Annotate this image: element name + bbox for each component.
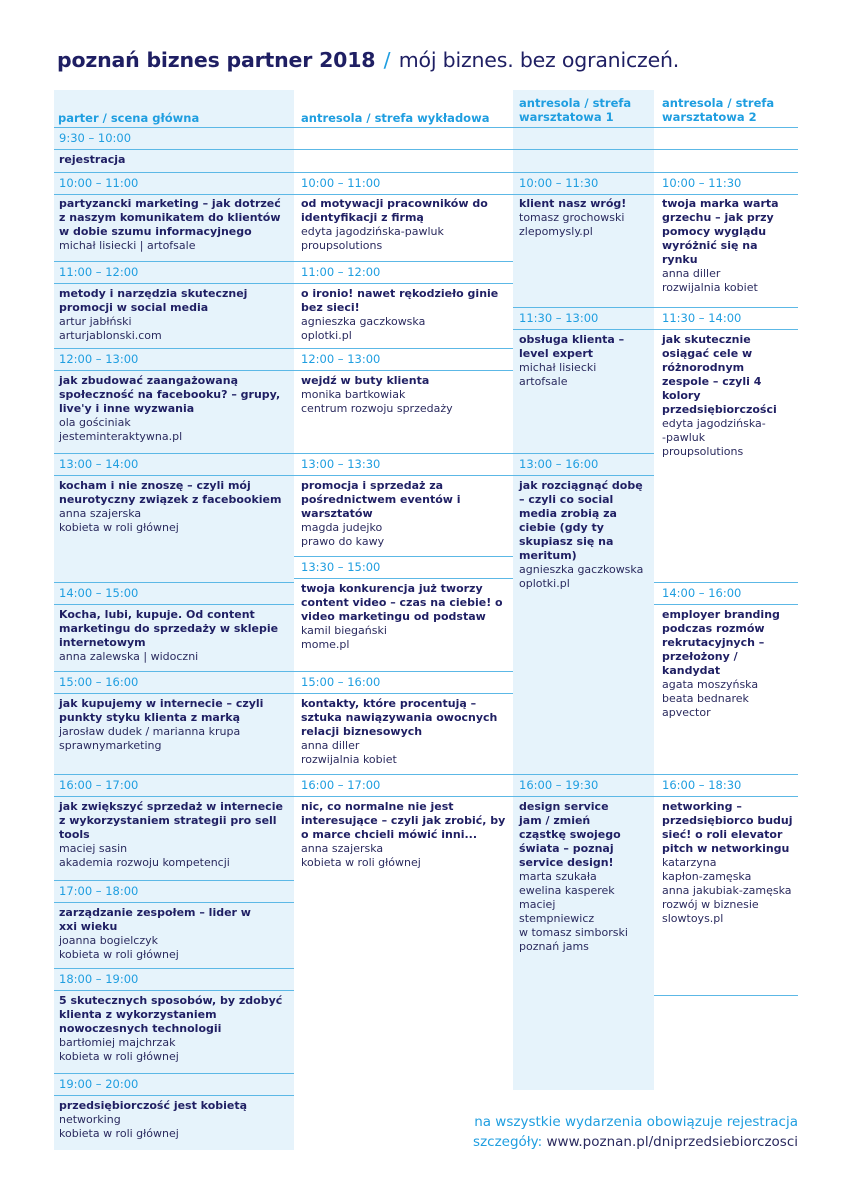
time-slot: 9:30 – 10:00 <box>59 131 132 145</box>
event-title: 5 skutecznych sposobów, by zdobyć klienta z wykorzystaniem nowoczesnych technologii <box>59 994 283 1035</box>
event-website: slowtoys.pl <box>662 912 724 925</box>
event-title: przedsiębiorczość jest kobietą <box>59 1099 248 1112</box>
event-speaker: michał lisiecki | artofsale <box>59 239 196 252</box>
time-slot: 14:00 – 15:00 <box>59 586 139 600</box>
separator-line <box>654 995 798 996</box>
separator-line <box>54 693 513 694</box>
title-main: poznań biznes partner 2018 <box>57 48 376 72</box>
event-title: rejestracja <box>59 153 126 166</box>
separator-line <box>54 348 513 349</box>
column-header-strefa-wykladowa: antresola / strefa wykładowa <box>301 111 490 125</box>
event-title: nic, co normalne nie jest interesujące – czyli jak zrobić, by o marce chcieli mówić inni... <box>301 800 506 841</box>
separator-line <box>54 1095 294 1096</box>
event-card <box>301 374 506 416</box>
time-slot: 11:00 – 12:00 <box>59 265 139 279</box>
event-organization: kobieta w roli głównej <box>59 521 179 534</box>
event-title: promocja i sprzedaż za pośrednictwem eventów i warsztatów <box>301 479 461 520</box>
event-speaker: michał lisiecki <box>519 361 597 374</box>
separator-line <box>54 453 654 454</box>
event-speaker: anna diller <box>662 267 721 280</box>
time-slot: 16:00 – 17:00 <box>301 778 381 792</box>
event-speaker: anna zalewska | widoczni <box>59 650 199 663</box>
event-title: design service jam / zmień cząstkę swojego świata – poznaj service design! <box>519 800 621 869</box>
event-speaker: artur jabłński <box>59 315 132 328</box>
event-organization: rozwijalnia kobiet <box>301 753 397 766</box>
event-speaker: katarzyna <box>662 856 717 869</box>
separator-line <box>54 172 798 173</box>
event-speaker: ewelina kasperek <box>519 884 615 897</box>
event-title: zarządzanie zespołem – lider w xxi wieku <box>59 906 251 933</box>
event-card <box>662 608 790 720</box>
separator-line <box>294 556 513 557</box>
separator-line <box>513 329 798 330</box>
event-organization: jesteminteraktywna.pl <box>59 430 183 443</box>
event-organization: zlepomysly.pl <box>519 225 593 238</box>
column-header-strefa-warsztatowa-2: antresola / strefa warsztatowa 2 <box>662 96 775 124</box>
event-organization: rozwój w biznesie <box>662 898 759 911</box>
event-card <box>301 800 506 870</box>
time-slot: 10:00 – 11:30 <box>662 176 742 190</box>
registration-note <box>474 1113 798 1132</box>
separator-line <box>54 283 513 284</box>
time-slot: 13:30 – 15:00 <box>301 560 381 574</box>
event-organization: kobieta w roli głównej <box>59 1050 179 1063</box>
time-slot: 12:00 – 13:00 <box>301 352 381 366</box>
event-speaker: marta szukała <box>519 870 597 883</box>
event-title: jak rozciągnąć dobę – czyli co social media zrobią za ciebie (gdy ty skupiasz się na meritum) <box>519 479 643 562</box>
event-speaker: jarosław dudek / marianna krupa <box>59 725 241 738</box>
event-title: networking – przedsiębiorco buduj sieć! o roli elevator pitch w networkingu <box>662 800 793 855</box>
event-card <box>301 287 506 343</box>
time-slot: 19:00 – 20:00 <box>59 1077 139 1091</box>
event-organization: kobieta w roli głównej <box>59 1127 179 1140</box>
event-card <box>519 479 651 591</box>
time-slot: 12:00 – 13:00 <box>59 352 139 366</box>
event-card <box>59 994 289 1064</box>
event-title: klient nasz wróg! <box>519 197 627 210</box>
event-speaker: anna jakubiak-zamęska <box>662 884 792 897</box>
event-title: od motywacji pracowników do identyfikacji z firmą <box>301 197 488 224</box>
title-subtitle: mój biznes. bez ograniczeń. <box>398 48 680 72</box>
event-organization: proupsolutions <box>662 445 744 458</box>
time-slot: 10:00 – 11:00 <box>59 176 139 190</box>
time-slot: 16:00 – 18:30 <box>662 778 742 792</box>
event-speaker: w tomasz simborski <box>519 926 628 939</box>
time-slot: 14:00 – 16:00 <box>662 586 742 600</box>
event-speaker: joanna bogielczyk <box>59 934 158 947</box>
event-title: wejdź w buty klienta <box>301 374 430 387</box>
separator-line <box>54 880 294 881</box>
event-organization: kobieta w roli głównej <box>301 856 421 869</box>
event-card <box>59 1099 289 1141</box>
event-card <box>59 197 289 253</box>
event-organization: apvector <box>662 706 711 719</box>
event-speaker: agnieszka gaczkowska <box>301 315 426 328</box>
time-slot: 16:00 – 17:00 <box>59 778 139 792</box>
event-card <box>59 608 289 664</box>
event-card <box>301 697 509 767</box>
time-slot: 10:00 – 11:00 <box>301 176 381 190</box>
event-card <box>301 197 501 253</box>
event-title: jak zwiększyć sprzedaż w internecie z wykorzystaniem strategii pro sell tools <box>59 800 283 841</box>
event-card <box>59 800 289 870</box>
event-speaker: kamil biegański <box>301 624 387 637</box>
time-slot: 11:30 – 14:00 <box>662 311 742 325</box>
time-slot: 17:00 – 18:00 <box>59 884 139 898</box>
separator-line <box>54 902 294 903</box>
event-title: jak skutecznie osiągać cele w różnorodnym zespole – czyli 4 kolory przedsiębiorczości <box>662 333 777 416</box>
event-card <box>59 287 289 343</box>
event-title: partyzancki marketing – jak dotrzeć z naszym komunikatem do klientów w dobie szumu informacyjnego <box>59 197 281 238</box>
event-organization: proupsolutions <box>301 239 383 252</box>
event-organization: akademia rozwoju kompetencji <box>59 856 230 869</box>
separator-line <box>54 1073 294 1074</box>
registration-text: na wszystkie wydarzenia obowiązuje rejestracja <box>474 1114 798 1130</box>
event-speaker: maciej sasin <box>59 842 128 855</box>
event-speaker: anna szajerska <box>301 842 384 855</box>
separator-line <box>54 796 798 797</box>
event-title: twoja marka warta grzechu – jak przy pomocy wyglądu wyróżnić się na rynku <box>662 197 779 266</box>
separator-line <box>294 578 513 579</box>
time-slot: 11:30 – 13:00 <box>519 311 599 325</box>
event-speaker: agnieszka gaczkowska <box>519 563 644 576</box>
time-slot: 13:00 – 13:30 <box>301 457 381 471</box>
event-organization: kobieta w roli głównej <box>59 948 179 961</box>
event-card <box>519 333 637 389</box>
details-label: szczegóły: <box>473 1134 543 1150</box>
event-organization: centrum rozwoju sprzedaży <box>301 402 453 415</box>
separator-line <box>54 194 798 195</box>
event-title: employer branding podczas rozmów rekrutacyjnych – przełożony / kandydat <box>662 608 780 677</box>
event-title: kontakty, które procentują – sztuka nawiązywania owocnych relacji biznesowych <box>301 697 498 738</box>
event-card <box>519 197 651 239</box>
event-speaker: bartłomiej majchrzak <box>59 1036 176 1049</box>
event-organization: oplotki.pl <box>519 577 570 590</box>
event-organization: sprawnymarketing <box>59 739 162 752</box>
event-title: Kocha, lubi, kupuje. Od content marketingu do sprzedaży w sklepie internetowym <box>59 608 279 649</box>
event-card <box>662 197 792 295</box>
title-separator: / <box>383 48 391 72</box>
column-header-scena-glowna: parter / scena główna <box>58 111 200 125</box>
time-slot: 13:00 – 14:00 <box>59 457 139 471</box>
event-card <box>662 333 792 459</box>
time-slot: 13:00 – 16:00 <box>519 457 599 471</box>
event-organization: artofsale <box>519 375 568 388</box>
event-title: jak zbudować zaangażowaną społeczność na facebooku? – grupy, live'y i inne wyzwania <box>59 374 281 415</box>
event-organization: oplotki.pl <box>301 329 352 342</box>
separator-line <box>54 968 294 969</box>
event-speaker: anna diller <box>301 739 360 752</box>
event-speaker: tomasz grochowski <box>519 211 625 224</box>
details-line <box>473 1133 798 1152</box>
event-card <box>301 479 471 549</box>
event-title: metody i narzędzia skutecznej promocji w social media <box>59 287 248 314</box>
separator-line <box>54 671 513 672</box>
separator-line <box>54 149 798 150</box>
time-slot: 16:00 – 19:30 <box>519 778 599 792</box>
details-link[interactable]: www.poznan.pl/dniprzedsiebiorczosci <box>546 1134 798 1150</box>
event-speaker: beata bednarek <box>662 692 749 705</box>
event-card <box>59 697 289 753</box>
event-speaker: edyta jagodzińska- <box>662 417 766 430</box>
separator-line <box>654 582 798 583</box>
event-speaker: edyta jagodzińska-pawluk <box>301 225 444 238</box>
event-registration <box>59 153 287 167</box>
event-organization: rozwijalnia kobiet <box>662 281 758 294</box>
event-title: twoja konkurencja już tworzy content video – czas na ciebie! o video marketingu od podstaw <box>301 582 503 623</box>
separator-line <box>54 261 513 262</box>
event-title: kocham i nie znoszę – czyli mój neurotyczny związek z facebookiem <box>59 479 282 506</box>
event-organization: mome.pl <box>301 638 350 651</box>
event-card <box>519 800 629 954</box>
event-speaker: -pawluk <box>662 431 706 444</box>
event-card <box>59 479 289 535</box>
event-card <box>59 374 289 444</box>
separator-line <box>54 582 294 583</box>
event-card <box>662 800 794 926</box>
event-title: o ironio! nawet rękodzieło ginie bez sieci! <box>301 287 499 314</box>
event-card <box>301 582 509 652</box>
event-speaker: agata moszyńska <box>662 678 759 691</box>
page-title <box>57 48 679 72</box>
event-speaker: magda judejko <box>301 521 383 534</box>
column-header-strefa-warsztatowa-1: antresola / strefa warsztatowa 1 <box>519 96 632 124</box>
separator-line <box>54 127 798 128</box>
event-speaker: maciej stempniewicz <box>519 898 595 925</box>
event-organization: poznań jams <box>519 940 589 953</box>
event-speaker: networking <box>59 1113 121 1126</box>
event-title: jak kupujemy w internecie – czyli punkty styku klienta z marką <box>59 697 264 724</box>
separator-line <box>54 370 513 371</box>
time-slot: 18:00 – 19:00 <box>59 972 139 986</box>
separator-line <box>654 604 798 605</box>
time-slot: 10:00 – 11:30 <box>519 176 599 190</box>
event-speaker: ola gościniak <box>59 416 131 429</box>
separator-line <box>513 307 798 308</box>
separator-line <box>54 475 654 476</box>
time-slot: 15:00 – 16:00 <box>59 675 139 689</box>
separator-line <box>54 774 798 775</box>
event-title: obsługa klienta – level expert <box>519 333 625 360</box>
time-slot: 15:00 – 16:00 <box>301 675 381 689</box>
event-card <box>59 906 269 962</box>
event-speaker: kapłon-zamęska <box>662 870 752 883</box>
time-slot: 11:00 – 12:00 <box>301 265 381 279</box>
separator-line <box>54 990 294 991</box>
event-speaker: monika bartkowiak <box>301 388 406 401</box>
event-organization: arturjablonski.com <box>59 329 162 342</box>
separator-line <box>54 604 294 605</box>
event-speaker: anna szajerska <box>59 507 142 520</box>
event-organization: prawo do kawy <box>301 535 385 548</box>
